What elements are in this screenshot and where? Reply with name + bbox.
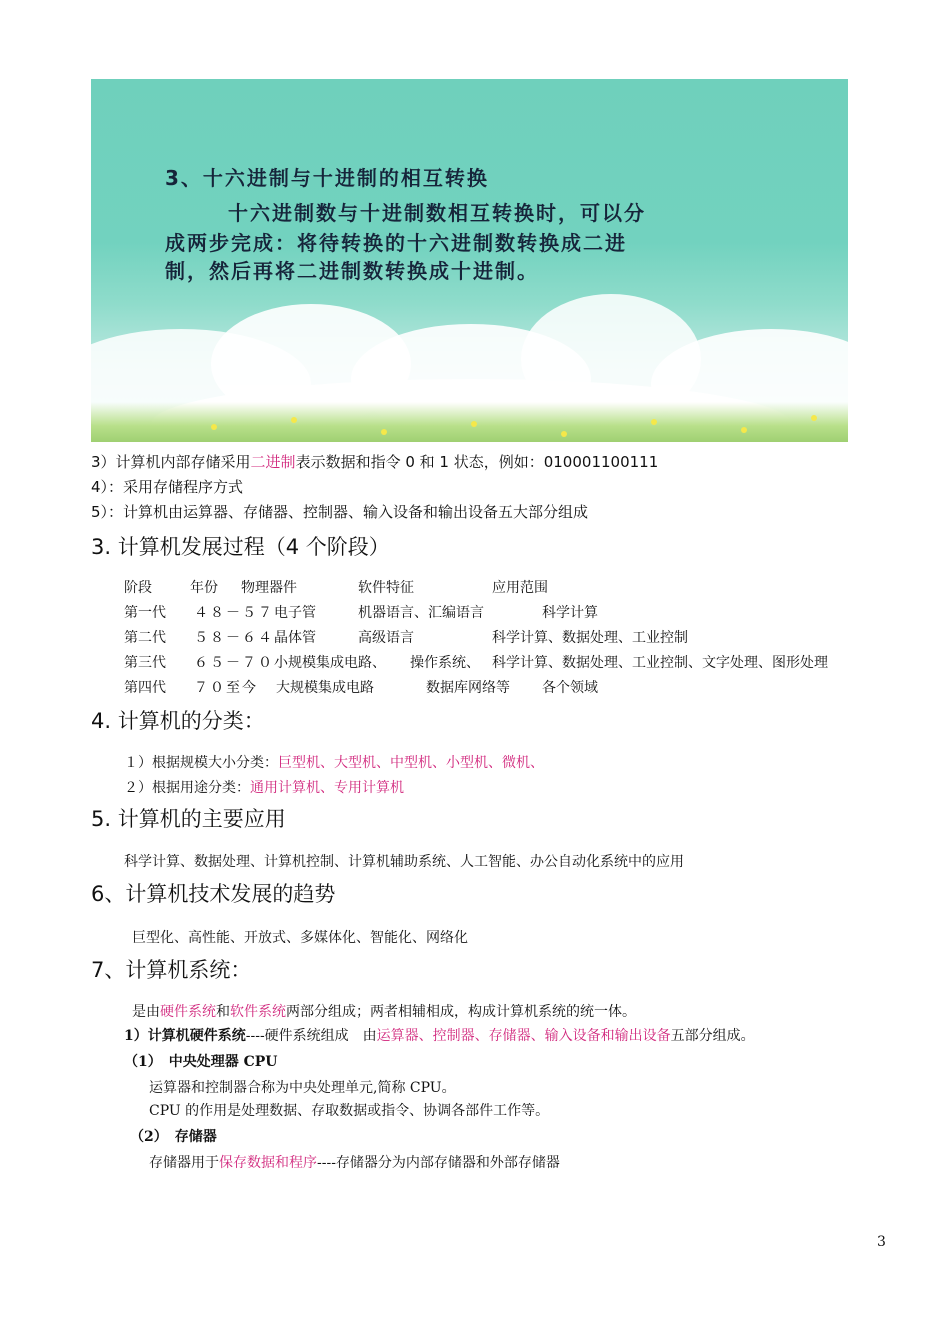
section-4-heading: 4. 计算机的分类： (91, 709, 265, 733)
slide-line: 成两步完成：将待转换的十六进制数转换成二进 (165, 231, 627, 255)
cell: 大规模集成电路 (276, 680, 374, 696)
cell: 数据库网络等 (426, 680, 510, 696)
section-7-intro (132, 1001, 636, 1021)
cell: ６５－７０ (194, 655, 274, 671)
cpu-line: 运算器和控制器合称为中央处理单元,简称 CPU。 (149, 1080, 456, 1096)
section-6-heading: 6、计算机技术发展的趋势 (91, 882, 336, 906)
stage-table-row (124, 602, 904, 622)
cell: ７０至今 (194, 680, 258, 696)
cell: 电子管 (274, 605, 316, 621)
stage-table-header (124, 577, 904, 597)
stage-table-row (124, 652, 904, 672)
header-cell: 物理器件 (241, 580, 297, 596)
stage-table-row (124, 627, 904, 647)
slide-line: 制，然后再将二进制数转换成十进制。 (165, 259, 539, 283)
header-cell: 阶段 (124, 580, 152, 596)
cell: 高级语言 (358, 630, 414, 646)
label: ２）根据用途分类： (124, 780, 250, 796)
cell: 小规模集成电路、 (274, 655, 386, 671)
item-3 (91, 451, 658, 472)
highlight: 保存数据和程序 (219, 1155, 317, 1171)
highlight: 软件系统 (230, 1004, 286, 1020)
text: 是由 (132, 1004, 160, 1020)
cpu-line: CPU 的作用是处理数据、存取数据或指令、协调各部件工作等。 (149, 1103, 550, 1119)
item-3-suffix: 表示数据和指令 0 和 1 状态，例如：010001100111 (295, 453, 659, 471)
item-3-highlight: 二进制 (250, 453, 296, 471)
header-cell: 软件特征 (358, 580, 414, 596)
text: ----硬件系统组成 由 (245, 1028, 377, 1044)
classification-by-use (124, 777, 404, 797)
header-cell: 年份 (190, 580, 218, 596)
cell: ５８－６４ (194, 630, 274, 646)
stage-table-row (124, 677, 904, 697)
cell: 第三代 (124, 655, 166, 671)
cell: 各个领域 (542, 680, 598, 696)
section-5-heading: 5. 计算机的主要应用 (91, 807, 286, 831)
section-6-text: 巨型化、高性能、开放式、多媒体化、智能化、网络化 (132, 930, 468, 946)
item-3-prefix: 3）计算机内部存储采用 (91, 453, 251, 471)
cpu-title: （1） 中央处理器 CPU (124, 1054, 278, 1070)
label: １）根据规模大小分类： (124, 755, 278, 771)
item-5: 5）：计算机由运算器、存储器、控制器、输入设备和输出设备五大部分组成 (91, 503, 589, 521)
value: 通用计算机、专用计算机 (250, 780, 404, 796)
highlight: 硬件系统 (160, 1004, 216, 1020)
highlight: 运算器、控制器、存储器、输入设备和输出设备 (376, 1028, 671, 1044)
text: 存储器用于 (149, 1155, 219, 1171)
page-number: 3 (877, 1234, 886, 1250)
text: 和 (216, 1004, 230, 1020)
slide-title: 3、十六进制与十进制的相互转换 (165, 166, 489, 190)
cell: 第四代 (124, 680, 166, 696)
section-3-heading: 3. 计算机发展过程（4 个阶段） (91, 535, 390, 559)
header-cell: 应用范围 (492, 580, 548, 596)
text: ----存储器分为内部存储器和外部存储器 (317, 1155, 560, 1171)
slide-line: 十六进制数与十进制数相互转换时，可以分 (228, 201, 646, 225)
text: 五部分组成。 (670, 1028, 755, 1044)
cell: 晶体管 (274, 630, 316, 646)
memory-title: （2） 存储器 (130, 1129, 217, 1145)
cell: 第二代 (124, 630, 166, 646)
grass-decoration (91, 402, 848, 442)
cell: ４８－５７ (194, 605, 274, 621)
text: 两部分组成；两者相辅相成，构成计算机系统的统一体。 (286, 1004, 636, 1020)
cell: 第一代 (124, 605, 166, 621)
value: 巨型机、大型机、中型机、小型机、微机、 (278, 755, 544, 771)
cell: 操作系统、 (410, 655, 480, 671)
section-5-text: 科学计算、数据处理、计算机控制、计算机辅助系统、人工智能、办公自动化系统中的应用 (124, 854, 684, 870)
slide-image (91, 79, 848, 442)
cell: 科学计算、数据处理、工业控制 (492, 630, 688, 646)
cell: 科学计算、数据处理、工业控制、文字处理、图形处理 (492, 655, 828, 671)
item-4: 4）：采用存储程序方式 (91, 478, 244, 496)
hardware-system-line (124, 1025, 755, 1045)
cell: 机器语言、汇编语言 (358, 605, 484, 621)
memory-line (149, 1152, 560, 1172)
classification-by-size (124, 752, 544, 772)
hardware-title: 1）计算机硬件系统 (124, 1028, 246, 1044)
cell: 科学计算 (542, 605, 598, 621)
section-7-heading: 7、计算机系统： (91, 958, 252, 982)
